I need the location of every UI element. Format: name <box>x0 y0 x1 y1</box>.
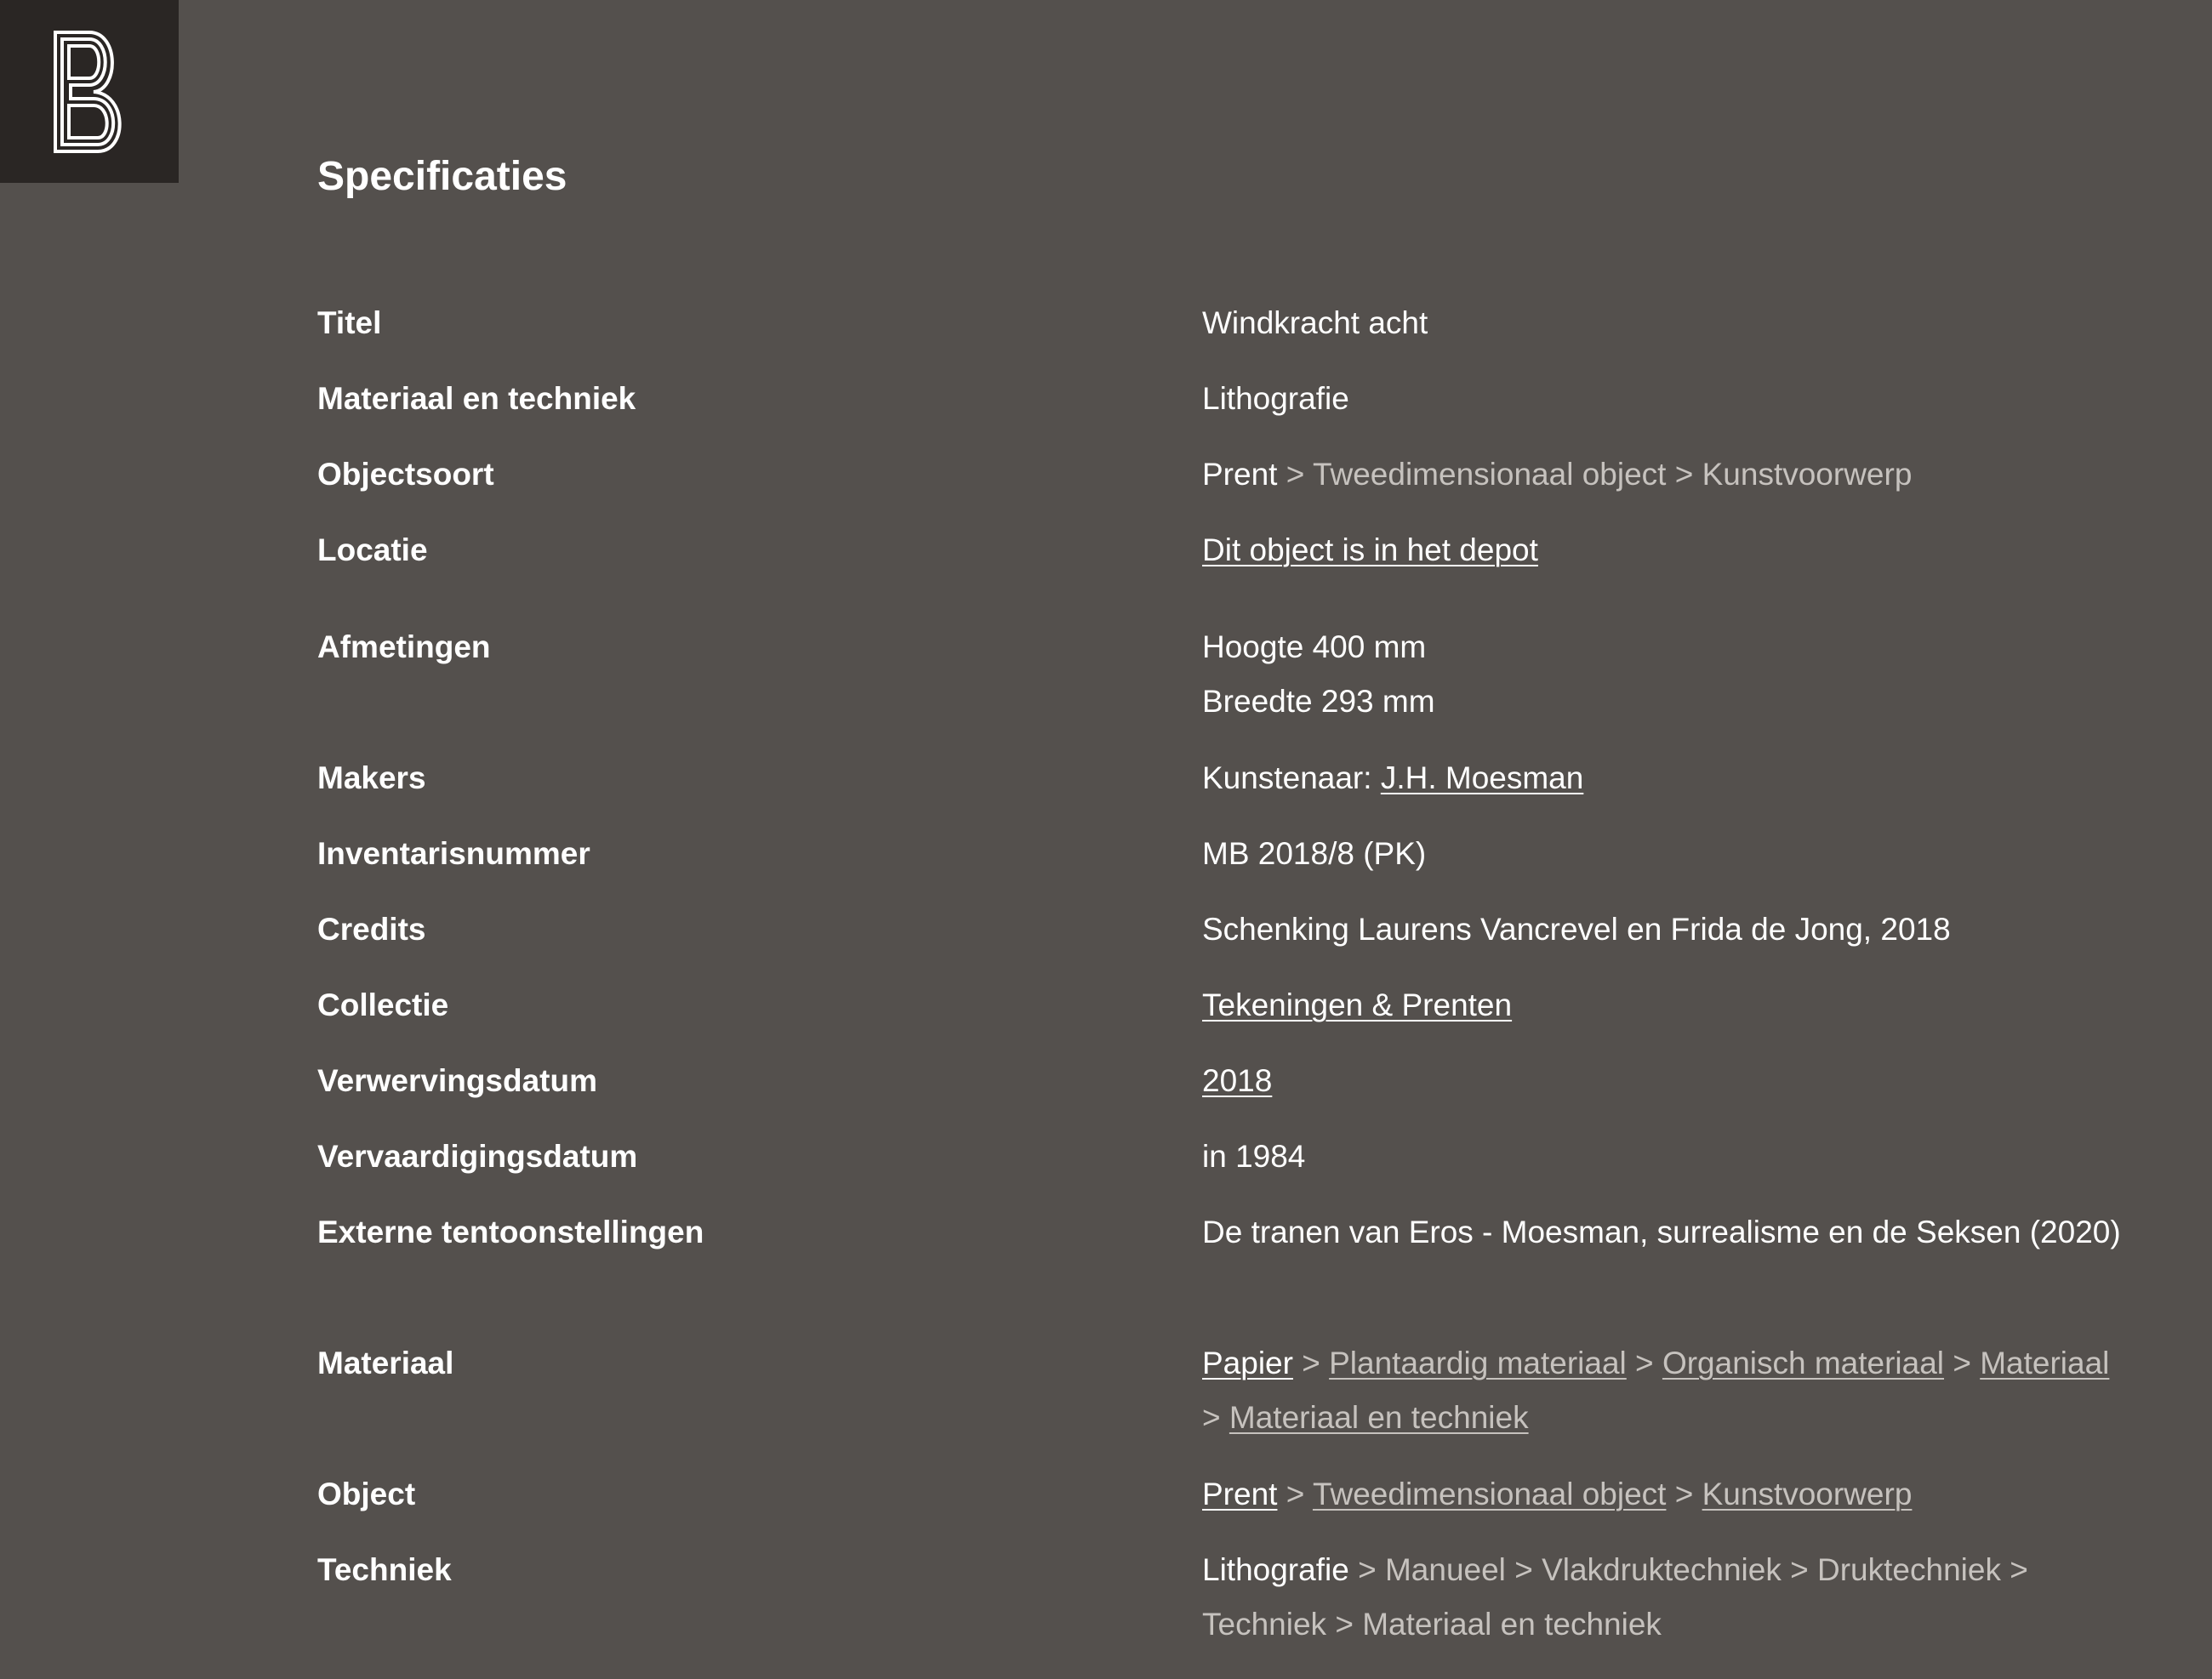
spec-label: Verwervingsdatum <box>317 1063 598 1098</box>
path-separator: > <box>1953 1346 1971 1380</box>
path-link[interactable]: Kunstvoorwerp <box>1702 1477 1913 1511</box>
path-separator: > <box>1302 1346 1320 1380</box>
spec-value <box>1202 620 2121 729</box>
spec-label: Externe tentoonstellingen <box>317 1215 704 1249</box>
spec-value <box>1202 978 2121 1033</box>
path-link[interactable]: Papier <box>1202 1346 1293 1380</box>
spec-value <box>1202 1543 2121 1652</box>
spec-label: Vervaardigingsdatum <box>317 1139 638 1174</box>
path-separator: > <box>1286 1477 1305 1511</box>
path-separator: > <box>1286 457 1305 492</box>
path-link[interactable]: Tweedimensionaal object <box>1312 1477 1667 1511</box>
spec-label: Locatie <box>317 532 428 567</box>
spec-value: in 1984 <box>1202 1139 1306 1174</box>
maker-link[interactable]: J.H. Moesman <box>1380 760 1584 795</box>
path-item: Techniek <box>1202 1607 1327 1642</box>
path-separator: > <box>1674 1477 1694 1511</box>
path-item: Kunstvoorwerp <box>1702 457 1913 492</box>
path-separator: > <box>1202 1400 1221 1435</box>
page-title: Specificaties <box>317 154 567 199</box>
path-item: Druktechniek <box>1817 1552 2001 1587</box>
path-separator: > <box>1335 1607 1354 1642</box>
spec-value <box>1202 1054 2121 1108</box>
path-separator: > <box>1635 1346 1654 1380</box>
path-item: Manueel <box>1384 1552 1506 1587</box>
path-link[interactable]: Materiaal en techniek <box>1229 1400 1529 1435</box>
dimension-width: Breedte 293 mm <box>1202 684 1435 719</box>
acquisition-year-link[interactable]: 2018 <box>1202 1063 1273 1098</box>
logo-b-icon <box>47 28 132 156</box>
site-logo[interactable] <box>0 0 179 183</box>
spec-label: Makers <box>317 760 426 795</box>
spec-value: Lithografie <box>1202 381 1349 416</box>
spec-value <box>1202 751 2121 805</box>
path-link[interactable]: Plantaardig materiaal <box>1329 1346 1627 1380</box>
spec-label: Object <box>317 1477 416 1511</box>
spec-label: Credits <box>317 912 426 947</box>
spec-label: Materiaal en techniek <box>317 381 636 416</box>
spec-value <box>1202 447 2121 502</box>
spec-label: Techniek <box>317 1552 452 1587</box>
path-separator: > <box>1674 457 1694 492</box>
path-item: Vlakdruktechniek <box>1542 1552 1782 1587</box>
path-item: Prent <box>1202 457 1278 492</box>
spec-label: Collectie <box>317 987 449 1022</box>
spec-value: MB 2018/8 (PK) <box>1202 836 1427 871</box>
path-link[interactable]: Organisch materiaal <box>1662 1346 1945 1380</box>
location-link[interactable]: Dit object is in het depot <box>1202 532 1538 567</box>
spec-value: Schenking Laurens Vancrevel en Frida de Jong, 2018 <box>1202 912 1951 947</box>
spec-value <box>1202 523 2121 578</box>
dimension-height: Hoogte 400 mm <box>1202 629 1427 664</box>
path-item: Tweedimensionaal object <box>1312 457 1667 492</box>
spec-label: Objectsoort <box>317 457 494 492</box>
spec-label: Titel <box>317 305 382 340</box>
path-separator: > <box>1358 1552 1377 1587</box>
collection-link[interactable]: Tekeningen & Prenten <box>1202 987 1513 1022</box>
spec-label: Afmetingen <box>317 629 491 664</box>
path-separator: > <box>1790 1552 1809 1587</box>
spec-value: Windkracht acht <box>1202 305 1428 340</box>
spec-value <box>1202 1336 2121 1445</box>
path-separator: > <box>1514 1552 1533 1587</box>
path-link[interactable]: Prent <box>1202 1477 1278 1511</box>
path-link[interactable]: Materiaal <box>1980 1346 2110 1380</box>
spec-label: Materiaal <box>317 1346 454 1380</box>
maker-role: Kunstenaar: <box>1202 760 1372 795</box>
spec-value: De tranen van Eros - Moesman, surrealisme en de Seksen (2020) <box>1202 1215 2121 1249</box>
path-item: Lithografie <box>1202 1552 1349 1587</box>
spec-label: Inventarisnummer <box>317 836 590 871</box>
spec-value <box>1202 1467 2121 1522</box>
path-separator: > <box>2010 1552 2028 1587</box>
path-item: Materiaal en techniek <box>1362 1607 1662 1642</box>
